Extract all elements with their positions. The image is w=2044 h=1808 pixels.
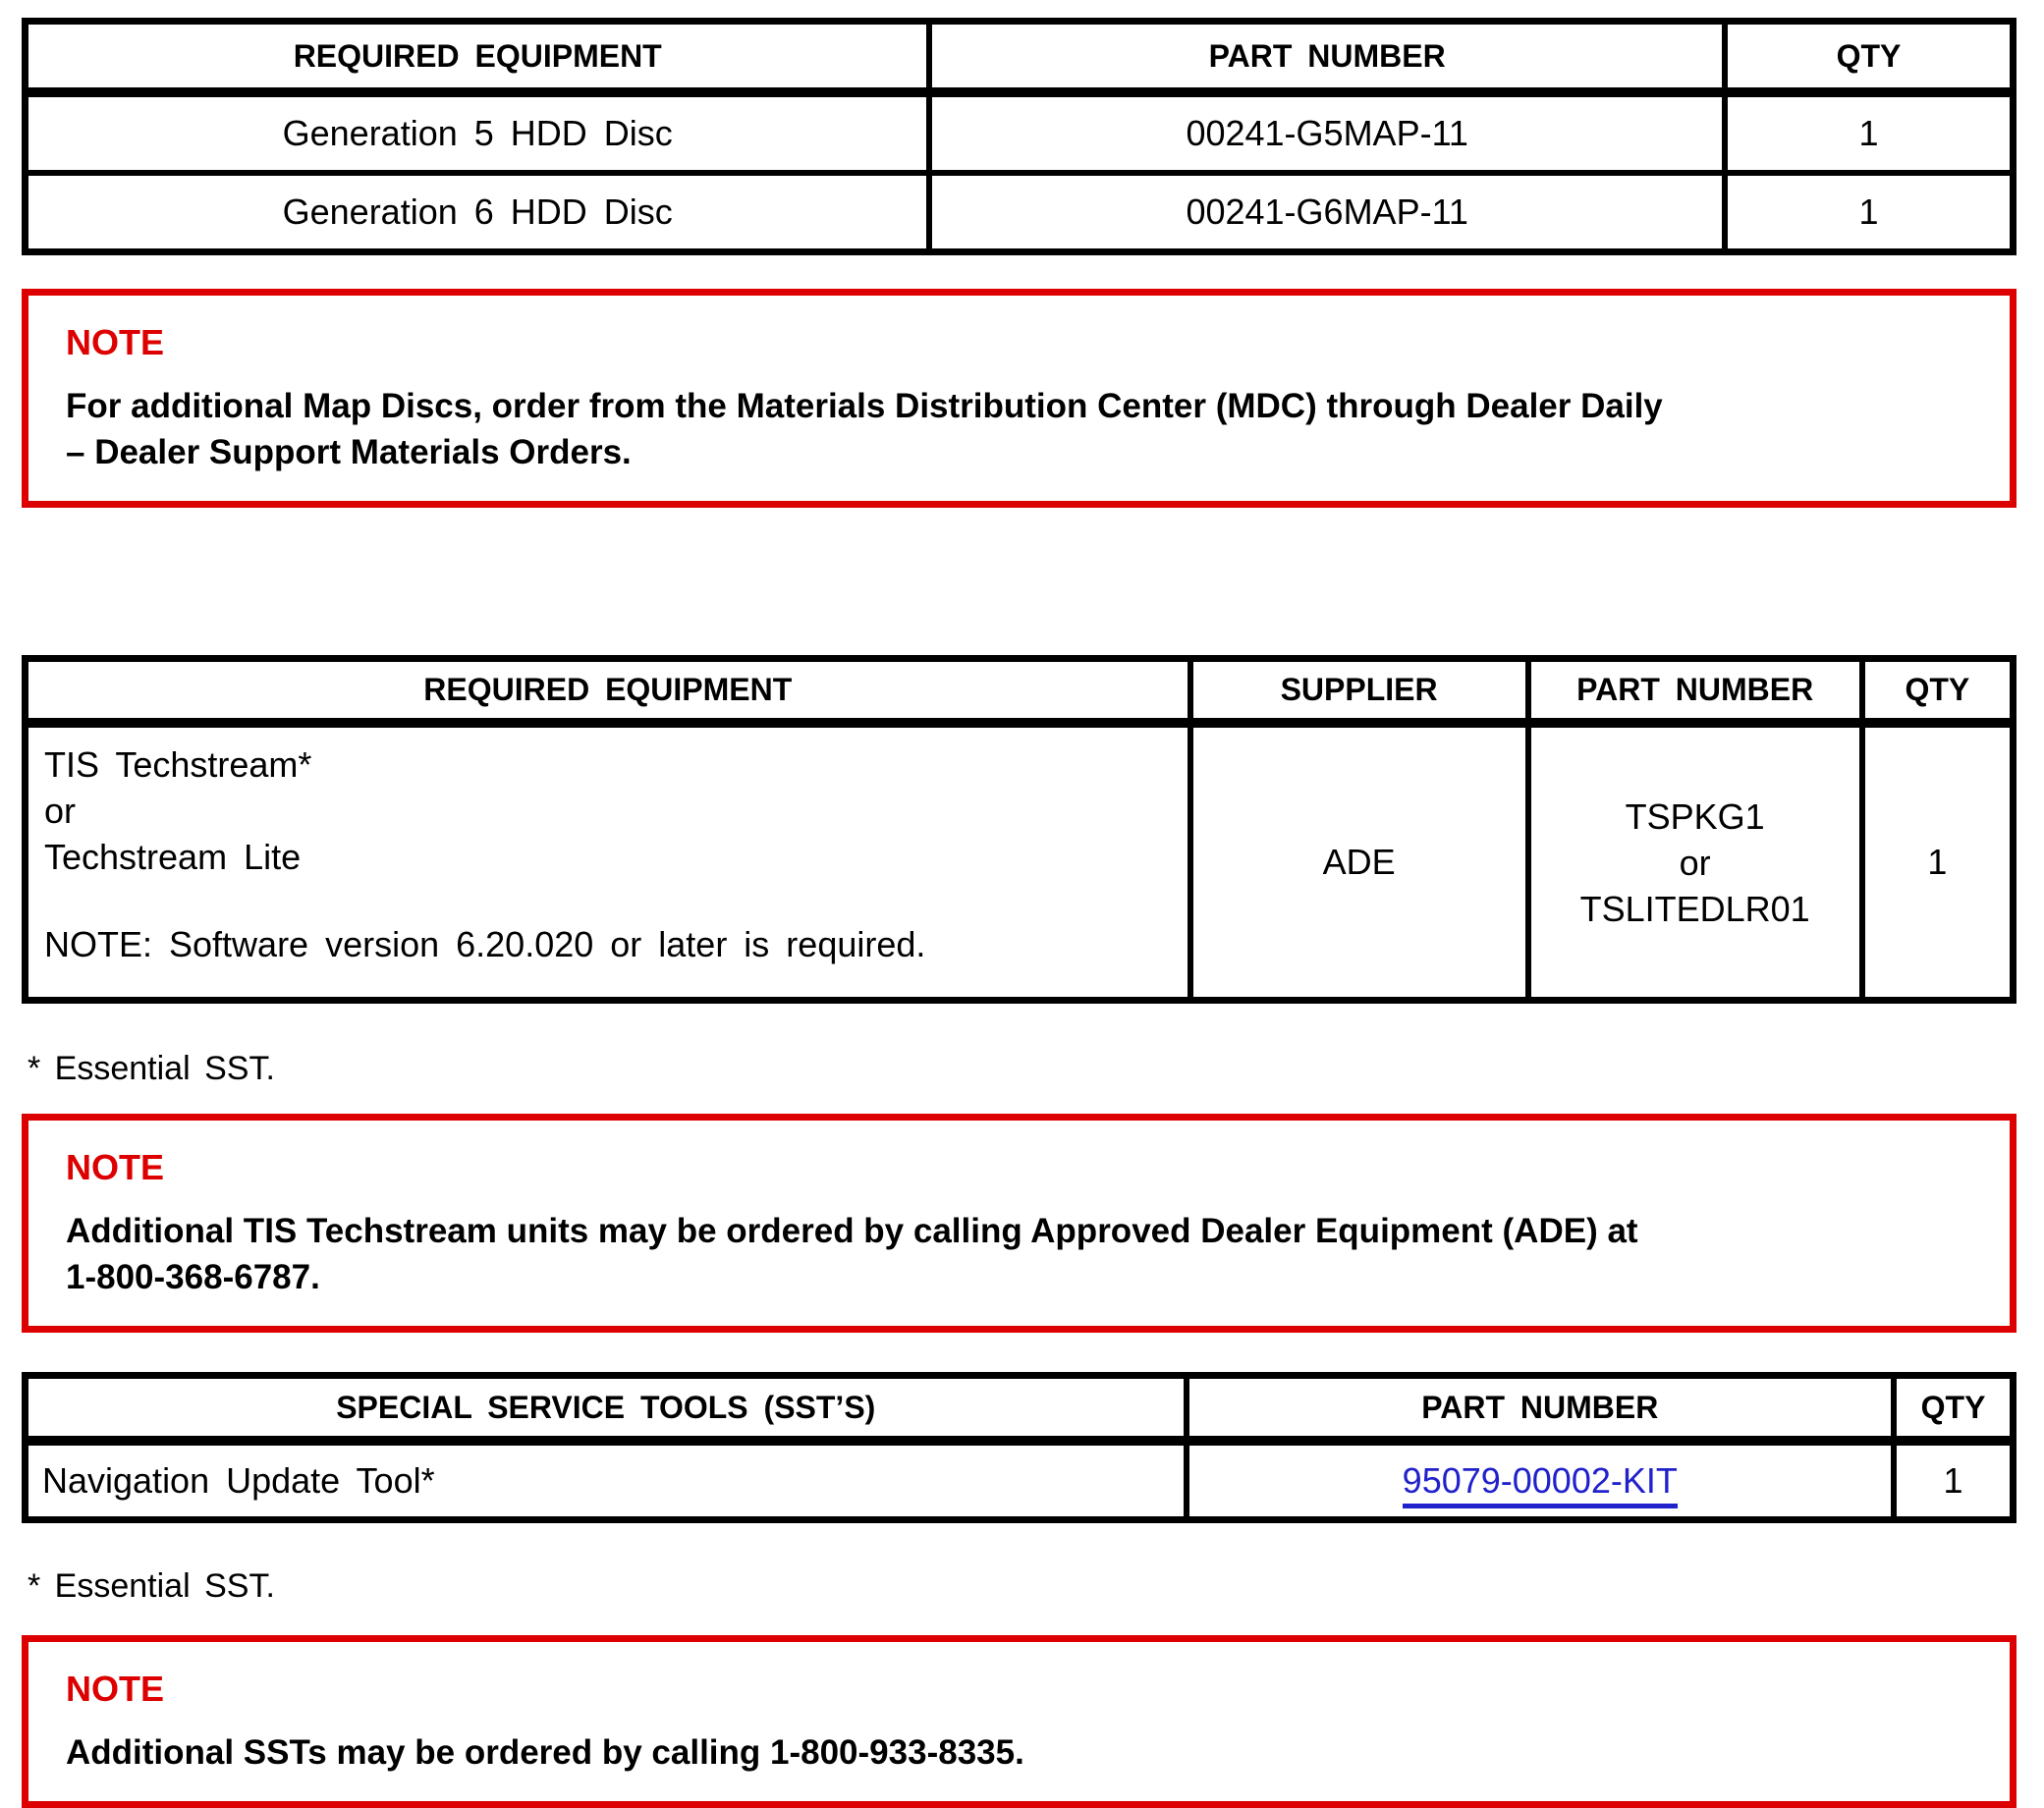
essential-sst-footnote: * Essential SST.: [28, 1567, 275, 1605]
note-body: [66, 1729, 1970, 1776]
blank-line: [44, 880, 1168, 921]
note-body-line: 1-800-368-6787.: [66, 1258, 320, 1296]
header-qty: QTY: [1862, 659, 2014, 724]
equipment-software-note: NOTE: Software version 6.20.020 or later is required.: [44, 924, 926, 964]
part-number-line: TSPKG1: [1625, 795, 1765, 837]
note-body-line: For additional Map Discs, order from the Materials Distribution Center (MDC) through Dealer Daily: [66, 387, 1663, 425]
equipment-line: Techstream Lite: [44, 837, 302, 877]
header-qty: QTY: [1894, 1376, 2013, 1442]
required-equipment-table-discs: [22, 18, 2016, 255]
note-heading: NOTE: [66, 1669, 165, 1709]
note-body: [66, 1208, 1970, 1300]
cell-equipment: Generation 5 HDD Disc: [26, 92, 930, 173]
note-body: [66, 383, 1970, 475]
table-row: [26, 1441, 2014, 1520]
required-equipment-table-techstream: [22, 655, 2016, 1004]
equipment-line: TIS Techstream*: [44, 744, 312, 785]
cell-equipment: [26, 723, 1190, 1001]
header-supplier: SUPPLIER: [1190, 659, 1528, 724]
header-part-number: PART NUMBER: [1528, 659, 1862, 724]
part-number-line: or: [1679, 842, 1711, 883]
part-number-line: TSLITEDLR01: [1579, 888, 1810, 929]
note-body-line: Additional SSTs may be ordered by calling 1-800-933-8335.: [66, 1733, 1024, 1772]
note-body-line: – Dealer Support Materials Orders.: [66, 433, 632, 471]
cell-equipment: Generation 6 HDD Disc: [26, 173, 930, 252]
header-qty: QTY: [1725, 22, 2014, 93]
cell-part-number: [1528, 723, 1862, 1001]
table-header-row: [26, 659, 2014, 724]
essential-sst-footnote: * Essential SST.: [28, 1050, 275, 1087]
header-special-service-tools: SPECIAL SERVICE TOOLS (SST’S): [26, 1376, 1187, 1442]
equipment-line: or: [44, 791, 77, 831]
header-required-equipment: REQUIRED EQUIPMENT: [26, 659, 1190, 724]
cell-part-number: 00241-G6MAP-11: [929, 173, 1725, 252]
note-box-map-discs: [22, 289, 2016, 508]
table-row: [26, 723, 2014, 1001]
part-number-link[interactable]: 95079-00002-KIT: [1403, 1460, 1678, 1508]
cell-supplier: ADE: [1190, 723, 1528, 1001]
table-row: [26, 92, 2014, 173]
table-header-row: [26, 22, 2014, 93]
table-row: [26, 173, 2014, 252]
note-body-line: Additional TIS Techstream units may be ordered by calling Approved Dealer Equipment (ADE) at: [66, 1212, 1638, 1250]
cell-qty: 1: [1894, 1441, 2013, 1520]
header-part-number: PART NUMBER: [929, 22, 1725, 93]
note-box-techstream-order: [22, 1114, 2016, 1333]
cell-qty: 1: [1725, 173, 2014, 252]
header-part-number: PART NUMBER: [1187, 1376, 1895, 1442]
cell-qty: 1: [1725, 92, 2014, 173]
cell-qty: 1: [1862, 723, 2014, 1001]
header-required-equipment: REQUIRED EQUIPMENT: [26, 22, 930, 93]
note-heading: NOTE: [66, 322, 165, 362]
cell-tool: Navigation Update Tool*: [26, 1441, 1187, 1520]
table-header-row: [26, 1376, 2014, 1442]
cell-part-number: 00241-G5MAP-11: [929, 92, 1725, 173]
note-box-sst-order: [22, 1635, 2016, 1808]
special-service-tools-table: [22, 1372, 2016, 1523]
cell-part-number: [1187, 1441, 1895, 1520]
note-heading: NOTE: [66, 1147, 165, 1187]
